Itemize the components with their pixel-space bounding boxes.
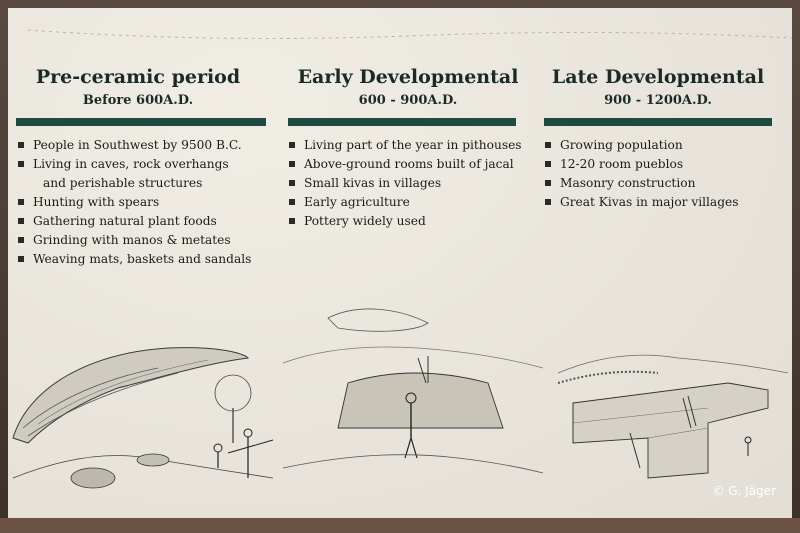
list-item: People in Southwest by 9500 B.C. bbox=[18, 136, 251, 155]
list-item: Living part of the year in pithouses bbox=[289, 136, 522, 155]
bullet-square-icon bbox=[545, 199, 551, 205]
list-item: Grinding with manos & metates bbox=[18, 231, 251, 250]
list-item: Hunting with spears bbox=[18, 193, 251, 212]
list-item: 12-20 room pueblos bbox=[545, 155, 738, 174]
bullet-square-icon bbox=[289, 142, 295, 148]
list-item: Above-ground rooms built of jacal bbox=[289, 155, 522, 174]
bullet-square-icon bbox=[289, 199, 295, 205]
column-1-band bbox=[16, 118, 266, 126]
column-3-title: Late Developmental bbox=[551, 66, 765, 88]
cave-overhang-illustration bbox=[8, 328, 278, 498]
list-item: Gathering natural plant foods bbox=[18, 212, 251, 231]
bullet-square-icon bbox=[18, 237, 24, 243]
bullet-square-icon bbox=[18, 161, 24, 167]
column-1-list bbox=[18, 136, 251, 269]
photo-credit: © G. Jäger bbox=[712, 484, 776, 498]
bottom-strip bbox=[0, 518, 800, 533]
bullet-square-icon bbox=[18, 256, 24, 262]
bullet-square-icon bbox=[289, 180, 295, 186]
list-item: Growing population bbox=[545, 136, 738, 155]
list-item: Great Kivas in major villages bbox=[545, 193, 738, 212]
column-3-subtitle: 900 - 1200A.D. bbox=[604, 93, 712, 108]
top-arc-decoration bbox=[8, 8, 792, 68]
column-2-subtitle: 600 - 900A.D. bbox=[358, 93, 458, 108]
bullet-square-icon bbox=[18, 199, 24, 205]
column-2-band bbox=[288, 118, 516, 126]
list-item: Living in caves, rock overhangs bbox=[18, 155, 251, 174]
bullet-square-icon bbox=[545, 180, 551, 186]
column-3-list bbox=[545, 136, 738, 212]
column-2-title: Early Developmental bbox=[297, 66, 519, 88]
bullet-square-icon bbox=[289, 161, 295, 167]
list-item: Early agriculture bbox=[289, 193, 522, 212]
list-item: Weaving mats, baskets and sandals bbox=[18, 250, 251, 269]
bullet-square-icon bbox=[545, 161, 551, 167]
pueblo-illustration bbox=[548, 328, 792, 498]
column-2-list bbox=[289, 136, 522, 231]
column-1-subtitle: Before 600A.D. bbox=[82, 93, 194, 108]
list-item: Small kivas in villages bbox=[289, 174, 522, 193]
column-3-band bbox=[544, 118, 772, 126]
list-item-continuation: and perishable structures bbox=[43, 176, 203, 190]
bullet-square-icon bbox=[18, 142, 24, 148]
column-1-title: Pre-ceramic period bbox=[35, 66, 241, 88]
list-item: Pottery widely used bbox=[289, 212, 522, 231]
pithouse-illustration bbox=[278, 288, 548, 488]
list-item: Masonry construction bbox=[545, 174, 738, 193]
interpretive-sign bbox=[8, 8, 792, 518]
bullet-square-icon bbox=[289, 218, 295, 224]
bullet-square-icon bbox=[545, 142, 551, 148]
bullet-square-icon bbox=[18, 218, 24, 224]
